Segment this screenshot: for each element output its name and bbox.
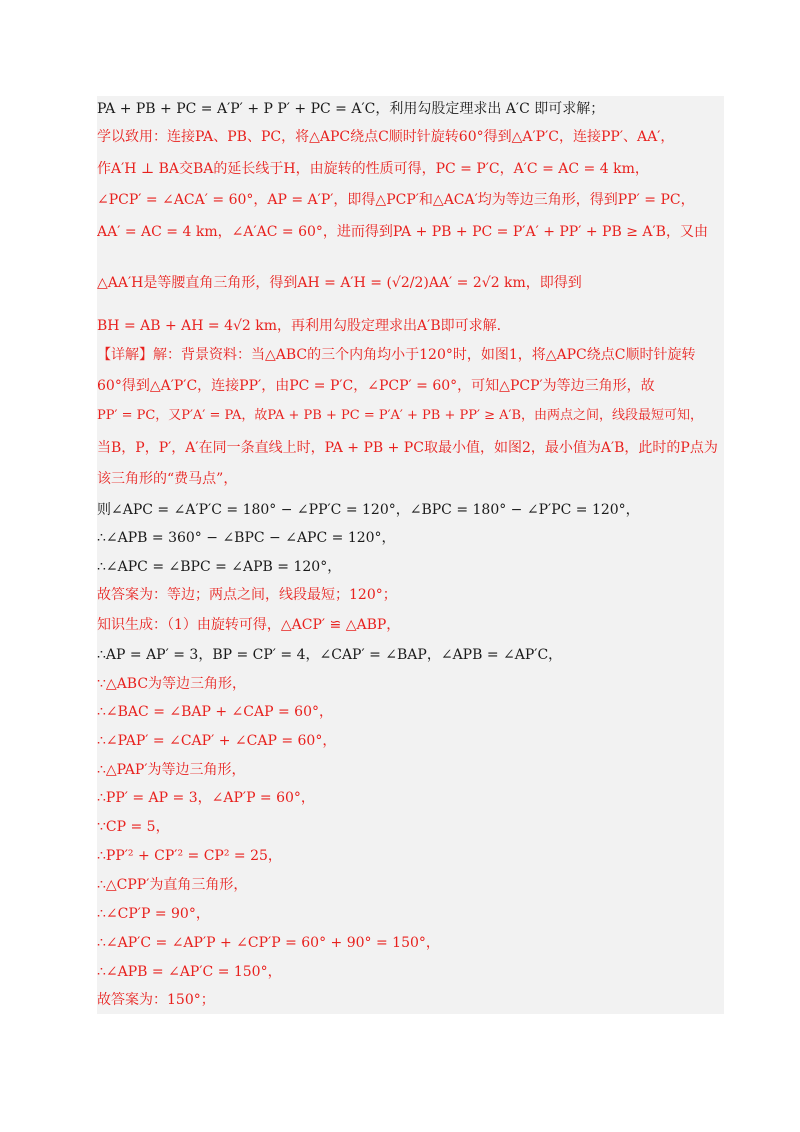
- text-line-27: ∴∠CP′P = 90°，: [97, 906, 210, 922]
- text-line-26: ∴△CPP′为直角三角形，: [97, 877, 248, 893]
- text-line-17: 知识生成：（1）由旋转可得，△ACP′ ≌ △ABP，: [97, 617, 401, 633]
- text-line-16: 故答案为：等边；两点之间，线段最短；120°；: [97, 587, 397, 603]
- text-line-30: 故答案为：150°；: [97, 992, 215, 1008]
- text-line-29: ∴∠APB = ∠AP′C = 150°，: [97, 964, 282, 980]
- text-line-28: ∴∠AP′C = ∠AP′P + ∠CP′P = 60° + 90° = 150°，: [97, 935, 440, 951]
- text-line-20: ∴∠BAC = ∠BAP + ∠CAP = 60°，: [97, 704, 333, 720]
- text-line-4: ∠PCP′ = ∠ACA′ = 60°，AP = A′P′，即得△PCP′和△ACA′均为等边三角形，得到PP′ = PC，: [97, 192, 695, 208]
- text-line-5: AA′ = AC = 4 km，∠A′AC = 60°，进而得到PA + PB + PC = P′A′ + PP′ + PB ≥ A′B，又由: [97, 224, 708, 240]
- text-line-14: ∴∠APB = 360° − ∠BPC − ∠APC = 120°，: [97, 530, 396, 546]
- solution-text-block: [97, 96, 724, 1014]
- text-line-21: ∴∠PAP′ = ∠CAP′ + ∠CAP = 60°，: [97, 733, 337, 749]
- text-line-25: ∴PP′² + CP′² = CP² = 25，: [97, 848, 282, 864]
- text-line-19: ∵△ABC为等边三角形，: [97, 676, 247, 692]
- text-line-18: ∴AP = AP′ = 3，BP = CP′ = 4，∠CAP′ = ∠BAP，∠APB = ∠AP′C，: [97, 647, 563, 663]
- text-line-2: 学以致用：连接PA、PB、PC，将△APC绕点C顺时针旋转60°得到△A′P′C，连接PP′、AA′，: [97, 129, 675, 145]
- text-line-10: PP′ = PC，又P′A′ = PA，故PA + PB + PC = P′A′ + PB + PP′ ≥ A′B，由两点之间，线段最短可知，: [97, 408, 703, 423]
- text-line-12: 该三角形的“费马点”，: [97, 471, 238, 487]
- text-line-6: △AA′H是等腰直角三角形，得到AH = A′H = (√2/2)AA′ = 2√2 km，即得到: [97, 275, 582, 291]
- text-line-24: ∵CP = 5，: [97, 819, 170, 835]
- text-line-3: 作A′H ⊥ BA交BA的延长线于H，由旋转的性质可得，PC = P′C，A′C = AC = 4 km，: [97, 161, 649, 177]
- text-line-11: 当B，P，P′，A′在同一条直线上时，PA + PB + PC取最小值，如图2，最小值为A′B，此时的P点为: [97, 440, 718, 456]
- text-line-23: ∴PP′ = AP = 3，∠AP′P = 60°，: [97, 790, 315, 806]
- text-line-8: 【详解】解：背景资料：当△ABC的三个内角均小于120°时，如图1，将△APC绕点C顺时针旋转: [97, 347, 696, 363]
- text-line-7: BH = AB + AH = 4√2 km，再利用勾股定理求出A′B即可求解.: [97, 318, 502, 334]
- text-line-9: 60°得到△A′P′C，连接PP′，由PC = P′C，∠PCP′ = 60°，可知△PCP′为等边三角形，故: [97, 378, 655, 394]
- text-line-1: PA + PB + PC = A′P′ + P P′ + PC = A′C，利用勾股定理求出 A′C 即可求解；: [97, 101, 605, 117]
- text-line-22: ∴△PAP′为等边三角形，: [97, 762, 246, 778]
- text-line-15: ∴∠APC = ∠BPC = ∠APB = 120°，: [97, 559, 342, 575]
- text-line-13: 则∠APC = ∠A′P′C = 180° − ∠PP′C = 120°，∠BPC = 180° − ∠P′PC = 120°，: [97, 502, 640, 518]
